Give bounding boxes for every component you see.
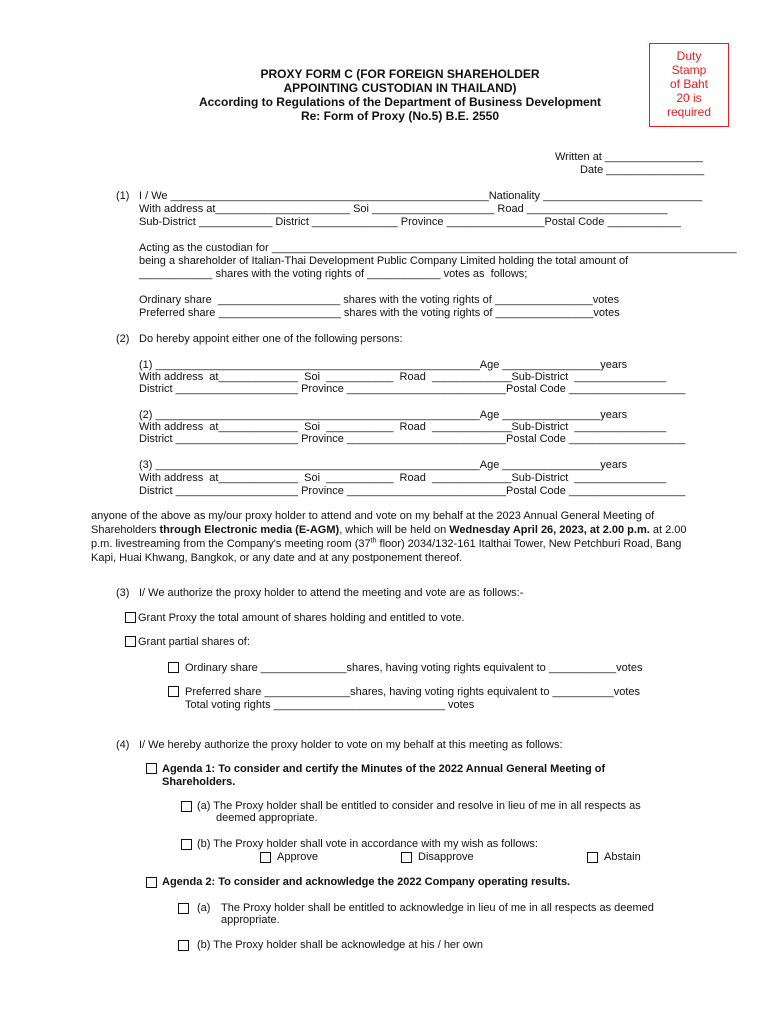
preferred-share-field[interactable]: Preferred share ____________________ shares with the voting rights of ________________votes <box>139 307 620 319</box>
disapprove-label: Disapprove <box>418 851 474 863</box>
stamp-line: 20 is <box>676 91 702 105</box>
agenda-2-option-a-label-cont: appropriate. <box>221 914 280 926</box>
agenda-1-option-a-label: (a) The Proxy holder shall be entitled to consider and resolve in lieu of me in all respects as <box>197 800 641 812</box>
total-shares-field[interactable]: ____________ shares with the voting rights of ____________ votes as follows; <box>139 268 528 280</box>
shareholder-district-field[interactable]: Sub-District ____________ District ______________ Province ________________Postal Code ____________ <box>139 216 681 228</box>
abstain-label: Abstain <box>604 851 641 863</box>
meeting-emedia: through Electronic media (E-AGM) <box>159 524 340 536</box>
custodian-field[interactable]: Acting as the custodian for ____________________________________________________________________________ <box>139 242 737 254</box>
agenda-2-option-a-label: The Proxy holder shall be entitled to acknowledge in lieu of me in all respects as deemed <box>221 902 654 914</box>
grant-partial-label: Grant partial shares of: <box>138 636 250 648</box>
agenda-1-title: Agenda 1: To consider and certify the Minutes of the 2022 Annual General Meeting of <box>162 763 606 775</box>
agenda-1-checkbox[interactable] <box>146 763 157 774</box>
meeting-text: at 2.00 p.m. livestreaming from the Company's meeting room (37 <box>91 524 687 550</box>
proxy-2-name-field[interactable]: (2) _____________________________________________________Age ________________years <box>139 409 628 421</box>
meeting-paragraph <box>91 509 701 565</box>
agenda-2-option-b-checkbox[interactable] <box>178 940 189 951</box>
disapprove-checkbox[interactable] <box>401 852 412 863</box>
vote-intro: I/ We hereby authorize the proxy holder to vote on my behalf at this meeting as follows: <box>139 739 563 751</box>
total-voting-rights-field[interactable]: Total voting rights ____________________________ votes <box>185 699 475 711</box>
grant-partial-checkbox[interactable] <box>125 636 136 647</box>
authorize-intro: I/ We authorize the proxy holder to attend the meeting and vote are as follows:- <box>139 587 524 599</box>
agenda-1-option-b-checkbox[interactable] <box>181 839 192 850</box>
date-field[interactable]: Date ________________ <box>580 164 705 176</box>
meeting-date: Wednesday April 26, 2023, at 2.00 p.m. <box>449 524 650 536</box>
proxy-3-address-field[interactable]: With address at_____________ Soi ___________ Road _____________Sub-District _______________ <box>139 472 667 484</box>
agenda-1-option-b-label: (b) The Proxy holder shall vote in accordance with my wish as follows: <box>197 838 538 850</box>
stamp-line: Stamp <box>671 63 707 77</box>
ordinal-suffix: th <box>370 537 377 545</box>
preferred-share-checkbox[interactable] <box>168 686 179 697</box>
ordinary-share-field[interactable]: Ordinary share ____________________ shares with the voting rights of ________________votes <box>139 294 620 306</box>
agenda-2-checkbox[interactable] <box>146 877 157 888</box>
proxy-2-district-field[interactable]: District ____________________ Province __________________________Postal Code ___________________ <box>139 433 686 445</box>
agenda-2-option-a-marker: (a) <box>197 902 211 914</box>
partial-preferred-field[interactable]: Preferred share ______________shares, having voting rights equivalent to __________votes <box>185 686 640 698</box>
proxy-2-address-field[interactable]: With address at_____________ Soi ___________ Road _____________Sub-District _______________ <box>139 421 667 433</box>
duty-stamp-box <box>649 43 729 127</box>
approve-label: Approve <box>277 851 318 863</box>
form-title-line-3: According to Regulations of the Department of Business Development <box>198 95 602 109</box>
form-title-line-4: Re: Form of Proxy (No.5) B.E. 2550 <box>300 109 500 123</box>
proxy-1-address-field[interactable]: With address at_____________ Soi ___________ Road _____________Sub-District _______________ <box>139 371 667 383</box>
form-title-line-2: APPOINTING CUSTODIAN IN THAILAND) <box>283 81 517 95</box>
proxy-1-name-field[interactable]: (1) _____________________________________________________Age ________________years <box>139 359 628 371</box>
agenda-1-option-a-label-cont: deemed appropriate. <box>216 812 318 824</box>
shareholder-name-field[interactable]: I / We ____________________________________________________Nationality __________________________ <box>139 190 703 202</box>
grant-all-checkbox[interactable] <box>125 612 136 623</box>
section-2-number: (2) <box>116 333 130 345</box>
agenda-1-option-a-checkbox[interactable] <box>181 801 192 812</box>
agenda-2-option-b-label: (b) The Proxy holder shall be acknowledge at his / her own <box>197 939 483 951</box>
form-title-line-1: PROXY FORM C (FOR FOREIGN SHAREHOLDER <box>260 67 540 81</box>
grant-all-label: Grant Proxy the total amount of shares holding and entitled to vote. <box>138 612 465 624</box>
meeting-text: floor) 2034/132-161 Italthai Tower, New Petchburi Road, Bang Kapi, Huai Khwang, Bangkok, or any date and at any postponement thereof. <box>91 538 682 564</box>
proxy-3-name-field[interactable]: (3) _____________________________________________________Age ________________years <box>139 459 628 471</box>
meeting-text: anyone of the above as my/our proxy holder to attend and vote on my behalf at the 2023 Annual General Meeting of Shareholders <box>91 510 655 536</box>
abstain-checkbox[interactable] <box>587 852 598 863</box>
stamp-line: Duty <box>676 49 702 63</box>
section-3-number: (3) <box>116 587 130 599</box>
stamp-line: of Baht <box>669 77 709 91</box>
appoint-intro: Do hereby appoint either one of the following persons: <box>139 333 403 345</box>
written-at-field[interactable]: Written at ________________ <box>555 151 703 163</box>
proxy-3-district-field[interactable]: District ____________________ Province __________________________Postal Code ___________________ <box>139 485 686 497</box>
shareholder-address-field[interactable]: With address at______________________ Soi ____________________ Road _______________________ <box>139 203 668 215</box>
partial-ordinary-field[interactable]: Ordinary share ______________shares, having voting rights equivalent to ___________votes <box>185 662 643 674</box>
stamp-line: required <box>666 105 712 119</box>
agenda-2-option-a-checkbox[interactable] <box>178 903 189 914</box>
section-1-number: (1) <box>116 190 130 202</box>
meeting-text: , which will be held on <box>339 524 450 536</box>
section-4-number: (4) <box>116 739 130 751</box>
ordinary-share-checkbox[interactable] <box>168 662 179 673</box>
proxy-1-district-field[interactable]: District ____________________ Province __________________________Postal Code ___________________ <box>139 383 686 395</box>
approve-checkbox[interactable] <box>260 852 271 863</box>
agenda-2-title: Agenda 2: To consider and acknowledge the 2022 Company operating results. <box>162 876 571 888</box>
agenda-1-title-cont: Shareholders. <box>162 776 236 788</box>
shareholder-statement: being a shareholder of Italian-Thai Development Public Company Limited holding the total amount of <box>139 255 629 267</box>
